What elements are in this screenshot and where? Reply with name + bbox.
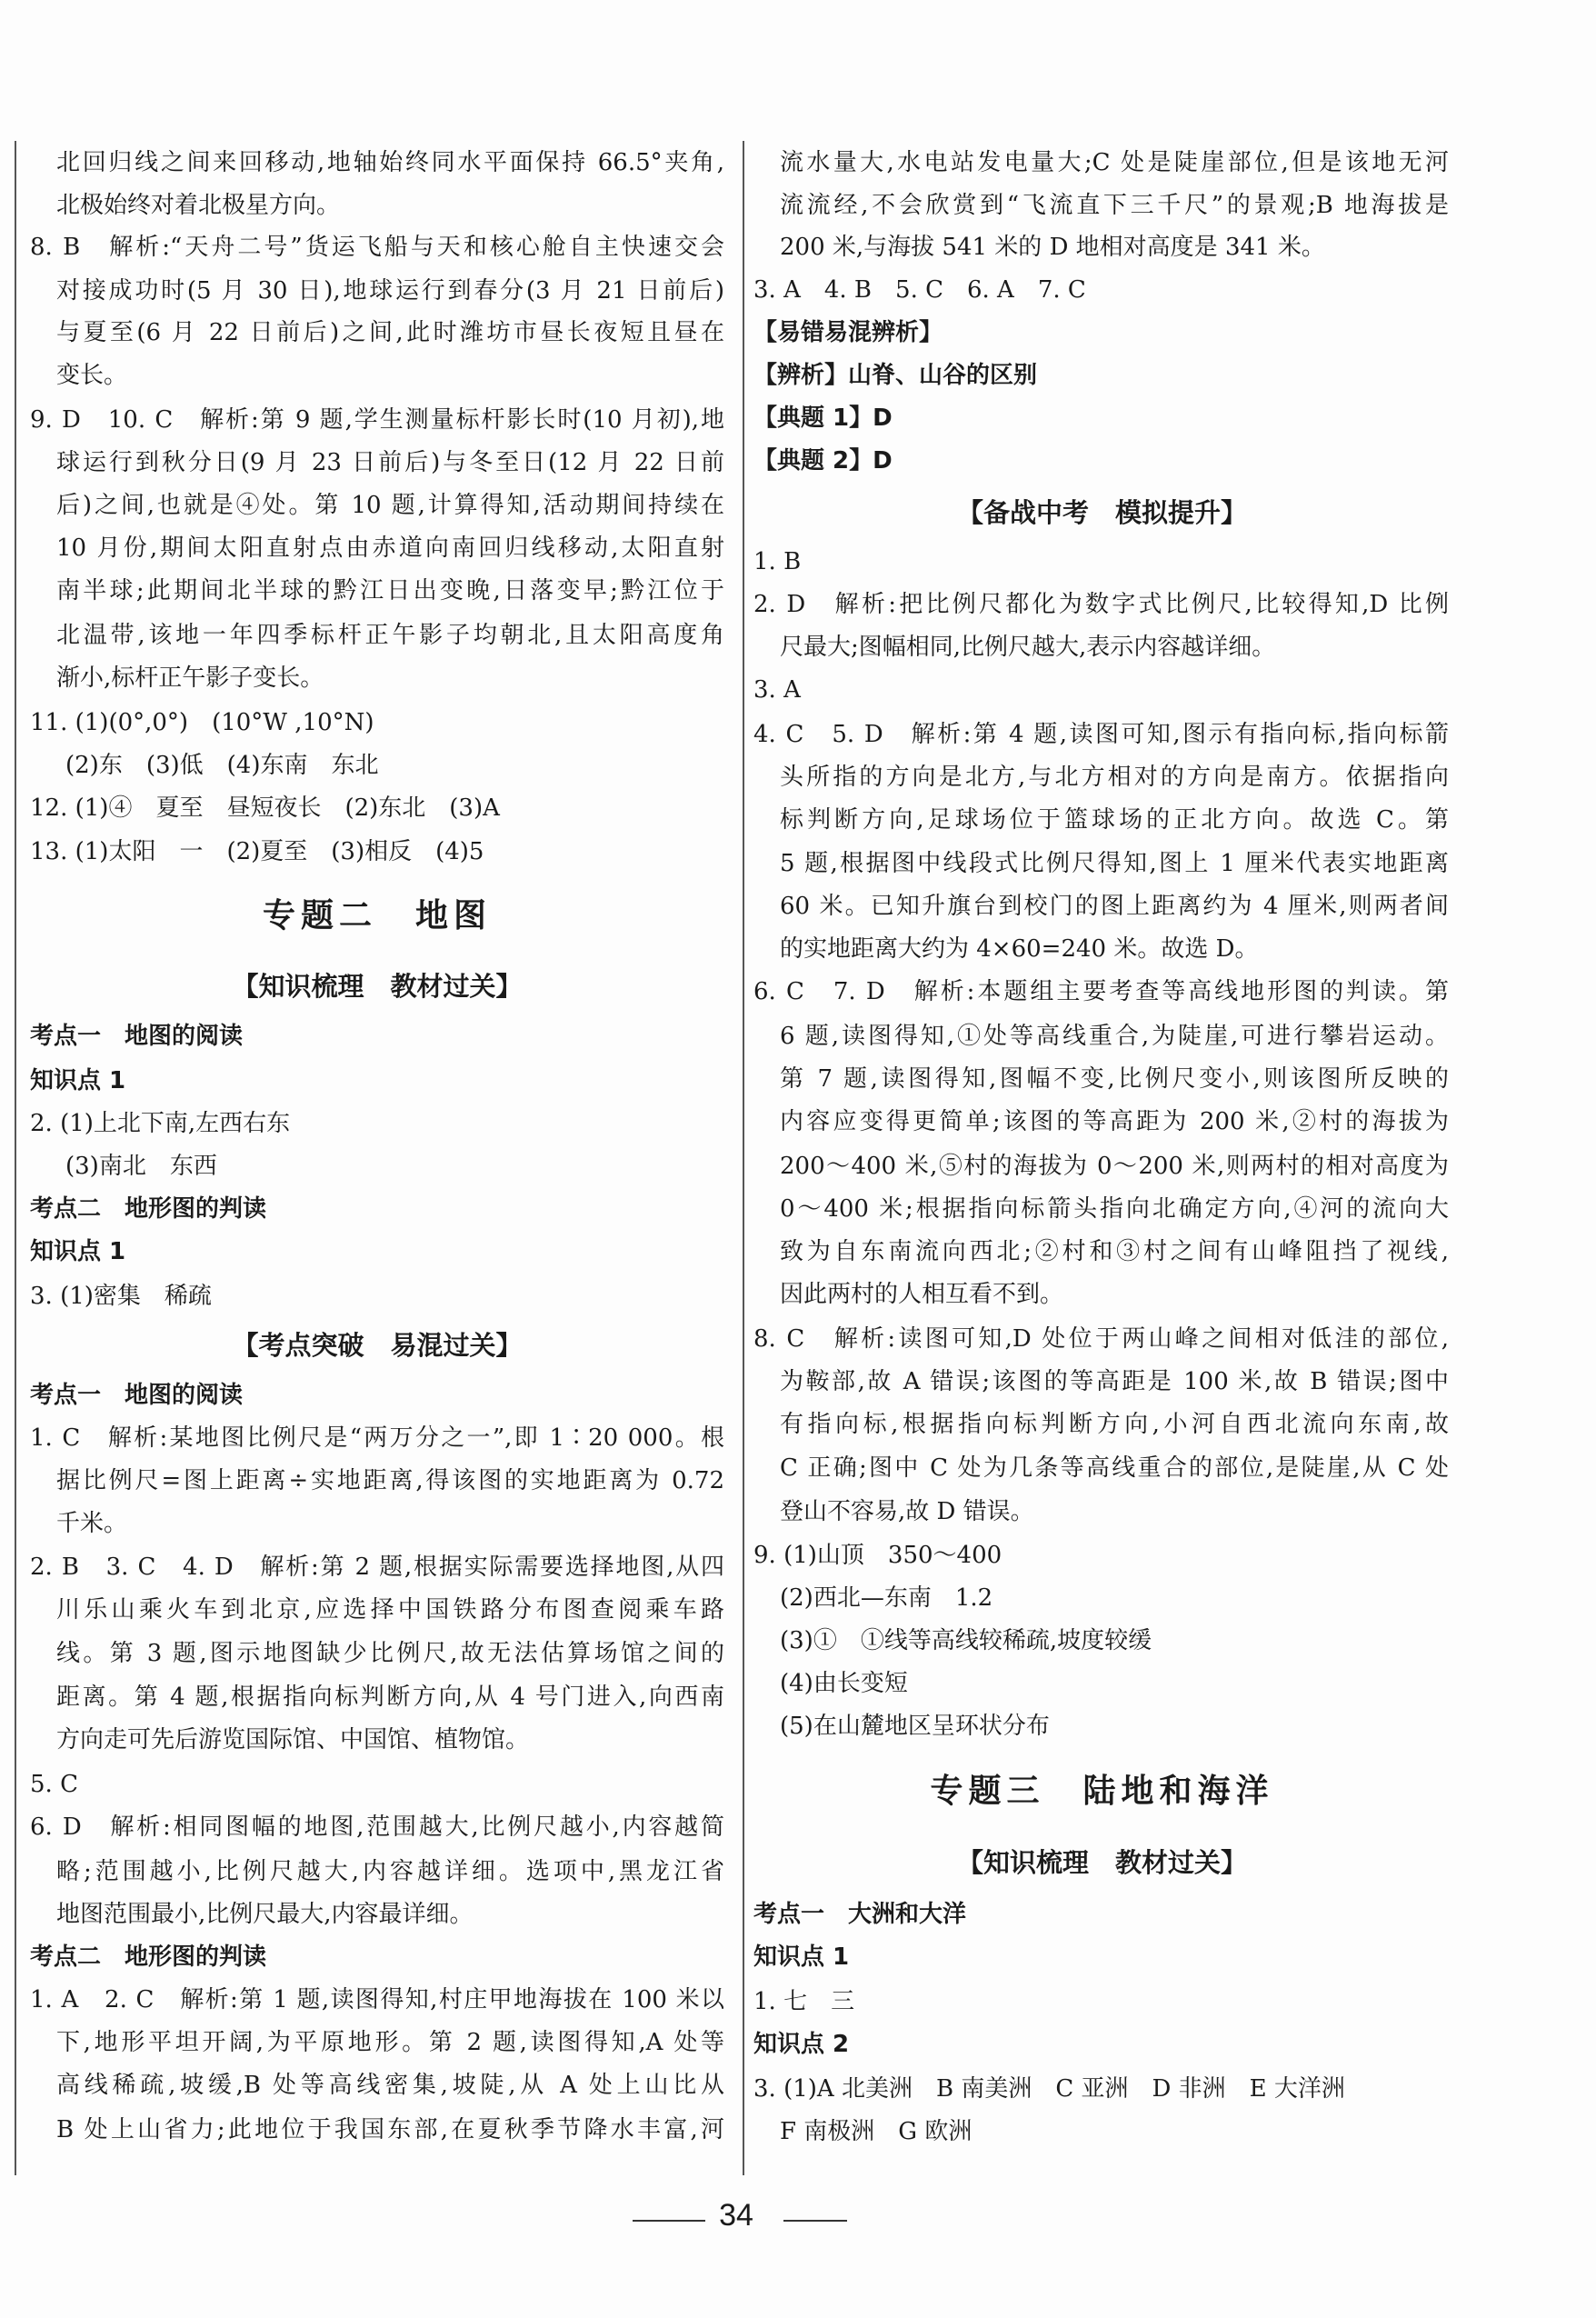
answer-line: 3. A — [753, 676, 801, 704]
answer-line: 1. C 解析:某地图比例尺是“两万分之一”,即 1∶20 000。根 — [30, 1424, 724, 1452]
answer-line: 6. D 解析:相同图幅的地图,范围越大,比例尺越小,内容越简 — [30, 1813, 724, 1841]
answer-line: 2. D 解析:把比例尺都化为数字式比例尺,比较得知,D 比例 — [753, 591, 1449, 618]
subsection-label: 考点二 地形图的判读 — [30, 1195, 267, 1223]
section-heading: 【知识梳理 教材过关】 — [956, 1847, 1247, 1878]
answer-continuation-line: C 正确;图中 C 处为几条等高线重合的部位,是陡崖,从 C 处 — [780, 1454, 1449, 1482]
answer-continuation-line: (5)在山麓地区呈环状分布 — [780, 1713, 1050, 1740]
chapter-title: 专题三 陆地和海洋 — [930, 1773, 1274, 1810]
answer-continuation-line: B 处上山省力;此地位于我国东部,在夏秋季节降水丰富,河 — [56, 2116, 724, 2143]
section-heading: 【知识梳理 教材过关】 — [232, 971, 523, 1002]
answer-line: 3. A 4. B 5. C 6. A 7. C — [753, 276, 1086, 304]
answer-continuation-line: 内容应变得更简单;该图的等高距为 200 米,②村的海拔为 — [780, 1108, 1449, 1135]
answer-continuation-line: 有指向标,根据指向标判断方向,小河自西北流向东南,故 — [780, 1411, 1449, 1438]
answer-continuation-line: 尺最大;图幅相同,比例尺越大,表示内容越详细。 — [780, 634, 1276, 661]
answer-continuation-line: 渐小,标杆正午影子变长。 — [56, 664, 324, 692]
answer-line: 5. C — [30, 1771, 78, 1798]
subsection-label: 考点一 地图的阅读 — [30, 1023, 244, 1050]
answer-line: 3. (1)密集 稀疏 — [30, 1283, 212, 1310]
answer-continuation-line: 流流经,不会欣赏到“飞流直下三千尺”的景观;B 地海拔是 — [780, 192, 1449, 219]
answer-continuation-line: 登山不容易,故 D 错误。 — [780, 1498, 1034, 1525]
answer-continuation-line: (3)① ①线等高线较稀疏,坡度较缓 — [780, 1627, 1152, 1654]
chapter-title: 专题二 地图 — [262, 897, 492, 934]
answer-line: 8. C 解析:读图可知,D 处位于两山峰之间相对低洼的部位, — [753, 1325, 1449, 1353]
answer-line: 2. B 3. C 4. D 解析:第 2 题,根据实际需要选择地图,从四 — [30, 1554, 724, 1581]
answer-continuation-line: 头所指的方向是北方,与北方相对的方向是南方。依据指向 — [780, 764, 1449, 791]
answer-continuation-line: 北回归线之间来回移动,地轴始终同水平面保持 66.5°夹角, — [56, 149, 724, 176]
column-divider — [743, 141, 744, 2175]
answer-continuation-line: 0～400 米;根据指向标箭头指向北确定方向,④河的流向大 — [780, 1195, 1449, 1223]
answer-continuation-line: 变长。 — [56, 362, 128, 389]
answer-continuation-line: 5 题,根据图中线段式比例尺得知,图上 1 厘米代表实地距离 — [780, 850, 1449, 877]
answer-subline: (2)东 (3)低 (4)东南 东北 — [65, 752, 379, 779]
subsection-label: 考点一 大洲和大洋 — [753, 1901, 967, 1928]
subsection-label: 知识点 1 — [30, 1067, 126, 1094]
answer-continuation-line: 为鞍部,故 A 错误;该图的等高距是 100 米,故 B 错误;图中 — [780, 1368, 1449, 1395]
answer-continuation-line: 的实地距离大约为 4×60=240 米。故选 D。 — [780, 935, 1259, 963]
answer-line: 12. (1)④ 夏至 昼短夜长 (2)东北 (3)A — [30, 794, 500, 822]
answer-continuation-line: 北极始终对着北极星方向。 — [56, 192, 341, 219]
answer-continuation-line: 方向走可先后游览国际馆、中国馆、植物馆。 — [56, 1726, 530, 1753]
answer-continuation-line: 略;范围越小,比例尺越大,内容越详细。选项中,黑龙江省 — [56, 1858, 724, 1885]
subsection-label: 【辨析】山脊、山谷的区别 — [753, 362, 1038, 389]
answer-line: 1. 七 三 — [753, 1988, 855, 2015]
answer-line: 8. B 解析:“天舟二号”货运飞船与天和核心舱自主快速交会 — [30, 234, 724, 261]
answer-continuation-line: 高线稀疏,坡缓,B 处等高线密集,坡陡,从 A 处上山比从 — [56, 2072, 724, 2099]
answer-continuation-line: 200～400 米,⑤村的海拔为 0～200 米,则两村的相对高度为 — [780, 1153, 1449, 1180]
answer-continuation-line: 千米。 — [56, 1510, 128, 1537]
left-margin-rule — [15, 141, 16, 2175]
section-heading: 【考点突破 易混过关】 — [232, 1330, 523, 1361]
subsection-label: 考点二 地形图的判读 — [30, 1943, 267, 1971]
answer-line: 3. (1)A 北美洲 B 南美洲 C 亚洲 D 非洲 E 大洋洲 — [753, 2075, 1345, 2103]
answer-continuation-line: 线。第 3 题,图示地图缺少比例尺,故无法估算场馆之间的 — [56, 1640, 724, 1667]
answer-continuation-line: 距离。第 4 题,根据指向标判断方向,从 4 号门进入,向西南 — [56, 1684, 724, 1711]
answer-continuation-line: 标判断方向,足球场位于篮球场的正北方向。故选 C。第 — [780, 806, 1449, 834]
answer-continuation-line: 球运行到秋分日(9 月 23 日前后)与冬至日(12 月 22 日前 — [56, 449, 724, 476]
subsection-label: 【典题 1】D — [753, 405, 893, 432]
answer-subline: (3)南北 东西 — [65, 1153, 217, 1180]
section-heading: 【备战中考 模拟提升】 — [956, 497, 1247, 528]
subsection-label: 【易错易混辨析】 — [753, 319, 943, 346]
answer-line: 13. (1)太阳 一 (2)夏至 (3)相反 (4)5 — [30, 838, 484, 865]
subsection-label: 考点一 地图的阅读 — [30, 1382, 244, 1409]
answer-continuation-line: 因此两村的人相互看不到。 — [780, 1281, 1064, 1308]
answer-continuation-line: 第 7 题,读图得知,图幅不变,比例尺变小,则该图所反映的 — [780, 1065, 1449, 1093]
answer-line: 2. (1)上北下南,左西右东 — [30, 1110, 291, 1137]
answer-continuation-line: 致为自东南流向西北;②村和③村之间有山峰阻挡了视线, — [780, 1238, 1449, 1265]
answer-line: 1. B — [753, 548, 802, 575]
answer-continuation-line: 地图范围最小,比例尺最大,内容最详细。 — [56, 1901, 474, 1928]
subsection-label: 知识点 1 — [30, 1238, 126, 1265]
answer-continuation-line: 对接成功时(5 月 30 日),地球运行到春分(3 月 21 日前后) — [56, 277, 724, 305]
subsection-label: 【典题 2】D — [753, 447, 893, 475]
subsection-label: 知识点 2 — [753, 2031, 850, 2058]
answer-line: 11. (1)(0°,0°) (10°W ,10°N) — [30, 709, 374, 736]
answer-line: 9. (1)山顶 350～400 — [753, 1542, 1002, 1569]
answer-continuation-line: (4)由长变短 — [780, 1670, 908, 1697]
answer-continuation-line: 北温带,该地一年四季标杆正午影子均朝北,且太阳高度角 — [56, 622, 724, 649]
page-number: 34 — [719, 2198, 753, 2233]
answer-continuation-line: (2)西北—东南 1.2 — [780, 1584, 993, 1612]
answer-continuation-line: 据比例尺=图上距离÷实地距离,得该图的实地距离为 0.72 — [56, 1467, 724, 1494]
page-number-rule-left — [633, 2220, 705, 2222]
page-number-rule-right — [783, 2220, 847, 2222]
answer-continuation-line: 10 月份,期间太阳直射点由赤道向南回归线移动,太阳直射 — [56, 535, 724, 562]
answer-line: 4. C 5. D 解析:第 4 题,读图可知,图示有指向标,指向标箭 — [753, 721, 1449, 748]
answer-continuation-line: 6 题,读图得知,①处等高线重合,为陡崖,可进行攀岩运动。 — [780, 1023, 1449, 1050]
answer-continuation-line: 60 米。已知升旗台到校门的图上距离约为 4 厘米,则两者间 — [780, 893, 1449, 920]
answer-continuation-line: 南半球;此期间北半球的黔江日出变晚,日落变早;黔江位于 — [56, 577, 724, 604]
answer-line: 9. D 10. C 解析:第 9 题,学生测量标杆影长时(10 月初),地 — [30, 406, 724, 434]
answer-continuation-line: 下,地形平坦开阔,为平原地形。第 2 题,读图得知,A 处等 — [56, 2029, 724, 2056]
answer-continuation-line: 后)之间,也就是④处。第 10 题,计算得知,活动期间持续在 — [56, 492, 724, 519]
answer-line: 1. A 2. C 解析:第 1 题,读图得知,村庄甲地海拔在 100 米以 — [30, 1986, 724, 2013]
answer-continuation-line: F 南极洲 G 欧洲 — [780, 2118, 973, 2145]
answer-continuation-line: 与夏至(6 月 22 日前后)之间,此时潍坊市昼长夜短且昼在 — [56, 319, 724, 346]
answer-continuation-line: 流水量大,水电站发电量大;C 处是陡崖部位,但是该地无河 — [780, 149, 1449, 176]
answer-continuation-line: 川乐山乘火车到北京,应选择中国铁路分布图查阅乘车路 — [56, 1596, 724, 1624]
subsection-label: 知识点 1 — [753, 1943, 850, 1971]
answer-continuation-line: 200 米,与海拔 541 米的 D 地相对高度是 341 米。 — [780, 234, 1325, 261]
answer-line: 6. C 7. D 解析:本题组主要考查等高线地形图的判读。第 — [753, 978, 1449, 1005]
